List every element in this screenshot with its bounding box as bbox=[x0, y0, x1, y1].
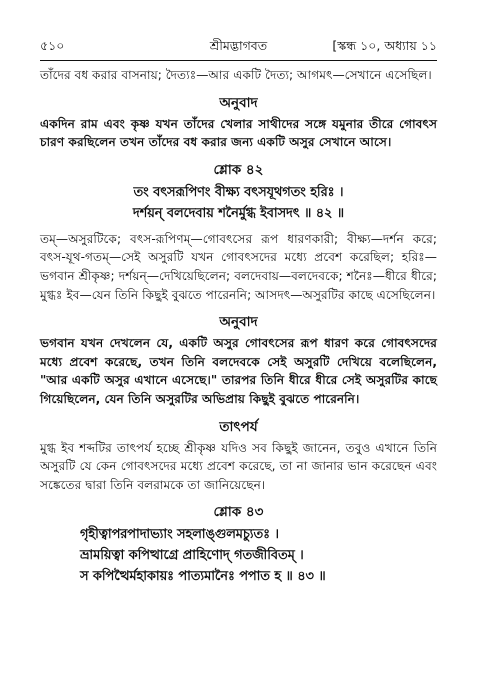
anuvad-heading-1: অনুবাদ bbox=[219, 94, 258, 111]
shloka-43-line-3: স কপিত্থৈর্মহাকায়ঃ পাত্যমানৈঃ পপাত হ ॥ ৪৩ ॥ bbox=[80, 569, 326, 585]
page-header bbox=[40, 38, 437, 60]
shloka-42-line-1: তং বৎসরূপিণং বীক্ষ্য বৎসযূথগতং হরিঃ । bbox=[133, 184, 344, 200]
chapter-reference: [স্কন্ধ ১০, অধ্যায় ১১ bbox=[332, 38, 437, 53]
anuvad-heading-2: অনুবাদ bbox=[219, 314, 258, 331]
shloka-43-heading: শ্লোক ৪৩ bbox=[213, 504, 264, 521]
shloka-43-line-2: ভ্রাময়িত্বা কপিত্থাগ্রে প্রাহিণোদ্ গতজীবিতম্ । bbox=[80, 548, 304, 564]
tatparya-text: মুগ্ধ ইব শব্দটির তাৎপর্য হচ্ছে শ্রীকৃষ্ণ যদিও সব কিছুই জানেন, তবুও এখানে তিনি অসুরটি যে কেন গোবৎসদের মধ্যে প্রবেশ করেছে, তা না জানার ভান করেছেন এবং সঙ্কেতের দ্বারা তিনি বলরামকে তা জানিয়েছেন। bbox=[40, 440, 437, 492]
anuvad-text-1: একদিন রাম এবং কৃষ্ণ যখন তাঁদের খেলার সাথীদের সঙ্গে যমুনার তীরে গোবৎস চারণ করছিলেন তখন তাঁদের বধ করার জন্য একটি অসুর সেখানে আসে। bbox=[40, 116, 437, 150]
anuvad-text-2: ভগবান যখন দেখলেন যে, একটি অসুর গোবৎসের রূপ ধারণ করে গোবৎসদের মধ্যে প্রবেশ করেছে, তখন তিনি বলদেবকে সেই অসুরটি দেখিয়ে বলেছিলেন, "আর একটি অসুর এখানে এসেছে।" তারপর তিনি ধীরে ধীরে সেই অসুরটির কাছে গিয়েছিলেন, যেন তিনি অসুরটির অভিপ্রায় কিছুই বুঝতে পারেননি। bbox=[40, 336, 437, 406]
page-number: ৫১০ bbox=[40, 38, 65, 53]
book-title: শ্রীমদ্ভাগবত bbox=[209, 38, 268, 53]
shloka-42-line-2: দর্শয়ন্ বলদেবায় শনৈর্মুগ্ধ ইবাসদৎ ॥ ৪২ ॥ bbox=[132, 205, 345, 221]
shloka-43-line-1: গৃহীত্বাপরপাদাভ্যাং সহলাঙ্গুলমচ্যুতঃ । bbox=[80, 527, 279, 543]
page-content bbox=[40, 66, 437, 587]
synonyms-42: তম্—অসুরটিকে; বৎস-রূপিণম্—গোবৎসের রূপ ধারণকারী; বীক্ষ্য—দর্শন করে; বৎস-যূথ-গতম্—সেই অসুরটি যখন গোবৎসদের মধ্যে প্রবেশ করেছিল; হরিঃ—ভগবান শ্রীকৃষ্ণ; দর্শয়ন্—দেখিয়েছিলেন; বলদেবায়—বলদেবকে; শনৈঃ—ধীরে ধীরে; মুগ্ধঃ ইব—যেন তিনি কিছুই বুঝতে পারেননি; আসদৎ—অসুরটির কাছে এসেছিলেন। bbox=[40, 231, 437, 302]
shloka-42-heading: শ্লোক ৪২ bbox=[213, 161, 264, 178]
tatparya-heading: তাৎপর্য bbox=[219, 418, 258, 435]
header-rule bbox=[40, 60, 437, 61]
intro-synonyms: তাঁদের বধ করার বাসনায়; দৈত্যঃ—আর একটি দৈত্য; আগমৎ—সেখানে এসেছিল। bbox=[40, 68, 432, 82]
